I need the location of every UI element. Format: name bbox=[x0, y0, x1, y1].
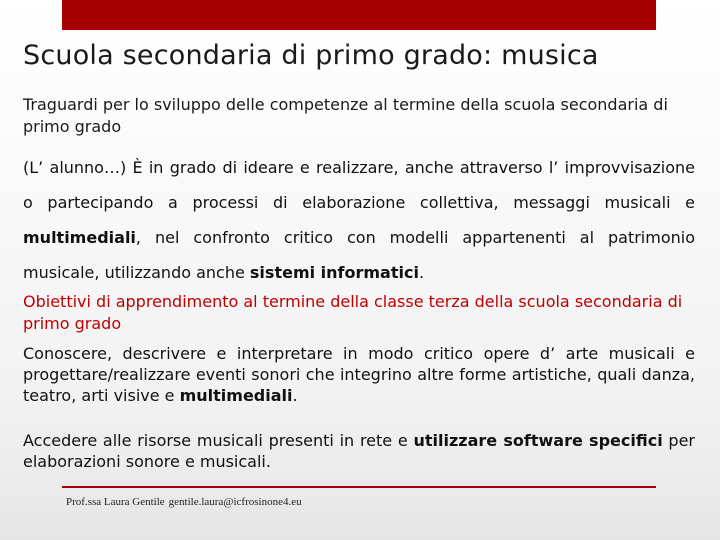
top-accent-bar bbox=[62, 0, 656, 30]
obiettivi-p2-text: Accedere alle risorse musicali presenti in rete e bbox=[23, 431, 414, 450]
obiettivi-heading: Obiettivi di apprendimento al termine della classe terza della scuola secondaria di primo grado bbox=[23, 292, 683, 333]
traguardi-bold-multimediali: multimediali bbox=[23, 228, 136, 247]
obiettivi-paragraph-1 bbox=[23, 343, 695, 406]
obiettivi-p1-end: . bbox=[292, 386, 298, 405]
obiettivi-p2-bold: utilizzare software specifici bbox=[413, 431, 663, 450]
obiettivi-p2-end: per elaborazioni sonore e musicali. bbox=[23, 431, 696, 471]
footer-author: Prof.ssa Laura Gentile bbox=[66, 496, 165, 508]
obiettivi-p1-text: Conoscere, descrivere e interpretare in modo critico opere d’ arte musicali e progettare/realizzare eventi sonori che integrino altre forme artistiche, quali danza, teatro, arti visive e bbox=[23, 344, 695, 405]
footer-divider bbox=[62, 486, 656, 488]
traguardi-bold-sistemi: sistemi informatici bbox=[249, 263, 419, 282]
obiettivi-p1-bold: multimediali bbox=[179, 386, 293, 405]
traguardi-text-a: (L’ alunno…) È in grado di ideare e realizzare, anche attraverso l’ improvvisazione o partecipando a processi di elaborazione collettiva, messaggi musicali e bbox=[23, 158, 695, 212]
slide-title: Scuola secondaria di primo grado: musica bbox=[23, 40, 599, 71]
traguardi-text-b: , nel confronto critico con modelli appartenenti al patrimonio musicale, utilizzando anche bbox=[23, 228, 695, 282]
obiettivi-paragraph-2 bbox=[23, 430, 695, 472]
traguardi-heading: Traguardi per lo sviluppo delle competenze al termine della scuola secondaria di primo grado bbox=[23, 95, 668, 136]
footer bbox=[66, 496, 306, 508]
traguardi-text-c: . bbox=[418, 263, 425, 282]
traguardi-paragraph bbox=[23, 150, 695, 290]
footer-email: gentile.laura@icfrosinone4.eu bbox=[168, 496, 302, 508]
